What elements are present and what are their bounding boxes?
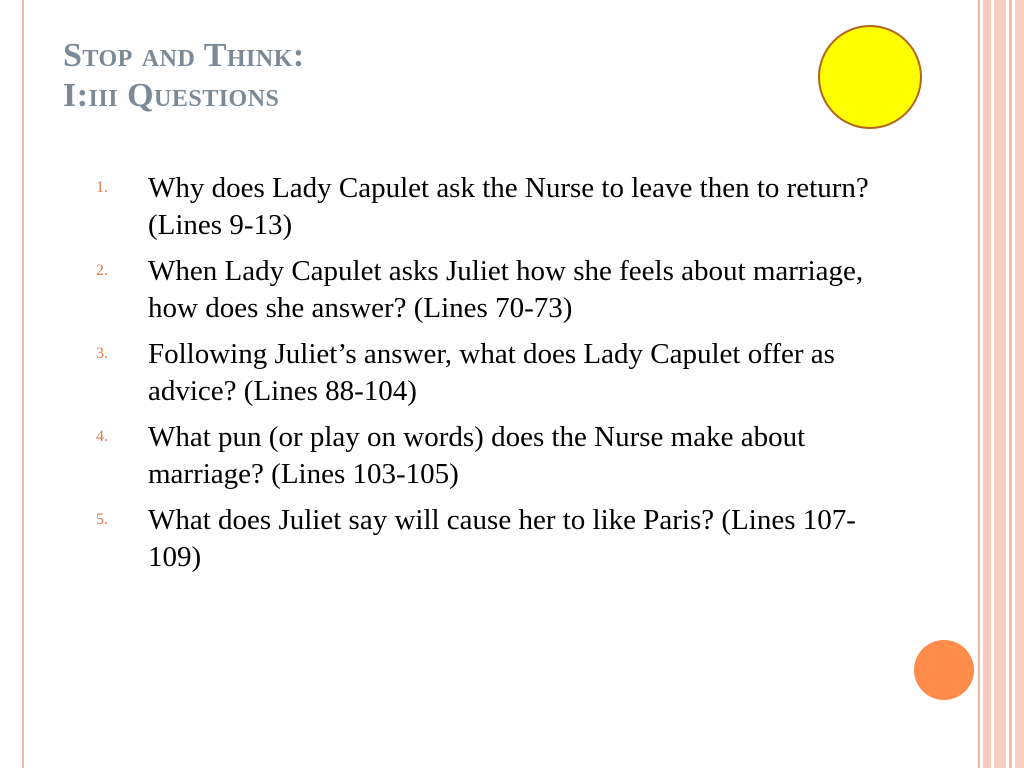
right-stripe-5 — [1015, 0, 1024, 768]
orange-circle-decoration — [914, 640, 974, 700]
question-text-5: What does Juliet say will cause her to like Paris? (Lines 107-109) — [148, 504, 856, 573]
question-item-5 — [96, 502, 896, 576]
title-line-2: I:iii Questions — [63, 77, 280, 114]
slide-title — [63, 36, 783, 116]
question-text-2: When Lady Capulet asks Juliet how she feels about marriage, how does she answer? (Lines 70-73) — [148, 255, 864, 324]
question-item-1 — [96, 170, 896, 244]
question-item-4 — [96, 419, 896, 493]
right-stripe-3 — [994, 0, 1006, 768]
question-number-2: 2. — [96, 262, 108, 279]
question-text-1: Why does Lady Capulet ask the Nurse to leave then to return? (Lines 9-13) — [148, 172, 869, 241]
question-text-4: What pun (or play on words) does the Nurse make about marriage? (Lines 103-105) — [148, 421, 806, 490]
question-item-3 — [96, 336, 896, 410]
question-text-3: Following Juliet’s answer, what does Lady Capulet offer as advice? (Lines 88-104) — [148, 338, 835, 407]
right-stripe-2 — [983, 0, 991, 768]
question-number-3: 3. — [96, 345, 108, 362]
question-number-1: 1. — [96, 179, 108, 196]
right-stripe-4 — [1009, 0, 1012, 768]
right-stripe-1 — [978, 0, 980, 768]
question-list — [96, 170, 896, 585]
question-item-2 — [96, 253, 896, 327]
left-rule-divider — [22, 0, 24, 768]
title-line-1: Stop and Think: — [63, 37, 305, 74]
question-number-5: 5. — [96, 511, 108, 528]
question-number-4: 4. — [96, 428, 108, 445]
yellow-circle-decoration — [818, 25, 922, 129]
